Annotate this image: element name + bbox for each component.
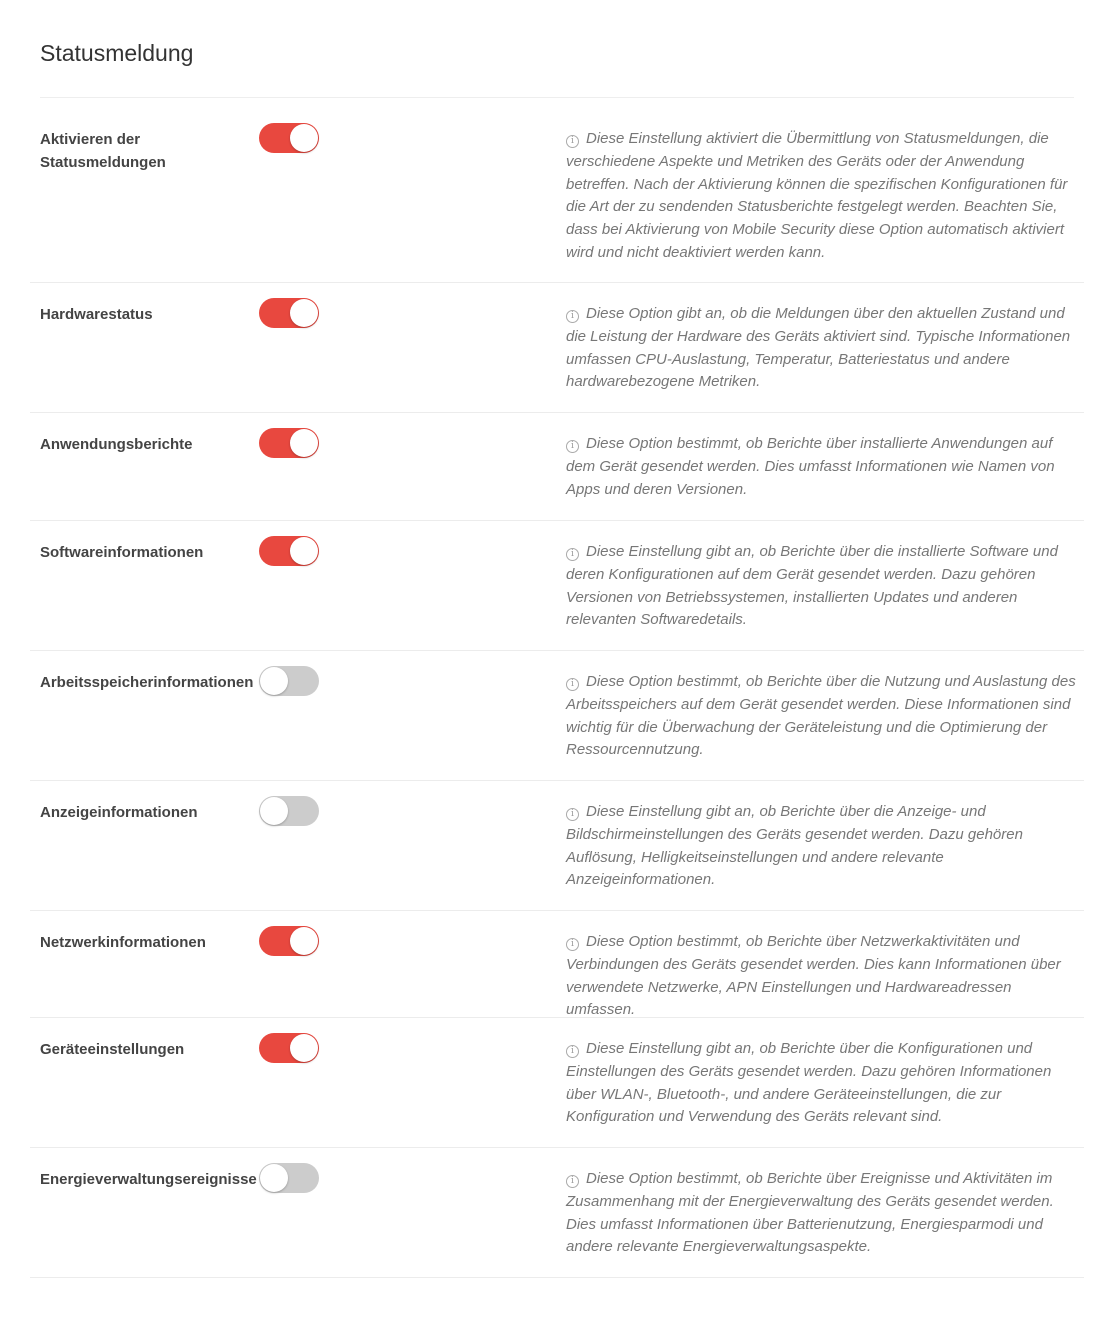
setting-label: Anzeigeinformationen xyxy=(40,804,198,821)
setting-label: Geräteeinstellungen xyxy=(40,1041,185,1058)
page-title: Statusmeldung xyxy=(40,40,194,66)
setting-label: Aktivieren der Statusmeldungen xyxy=(40,131,166,171)
toggle-knob xyxy=(260,1164,288,1192)
title-divider xyxy=(40,97,1074,98)
setting-description-text: Diese Option gibt an, ob die Meldungen über den aktuellen Zustand und die Leistung der Hardware des Geräts aktiviert sind. Typische Informationen umfassen CPU-Auslastung, Temperatur, Batteriestatus und andere hardwarebezogene Metriken. xyxy=(566,305,1071,391)
info-icon: i xyxy=(566,310,579,323)
setting-description-text: Diese Einstellung gibt an, ob Berichte über die Anzeige- und Bildschirmeinstellungen des Geräts gesendet werden. Dazu gehören Auflösung, Helligkeitseinstellungen und andere relevante Anzeigeinformationen. xyxy=(566,803,1023,889)
setting-description-text: Diese Option bestimmt, ob Berichte über Netzwerkaktivitäten und Verbindungen des Geräts gesendet werden. Dies kann Informationen über verwendete Netzwerke, APN Einstellungen und Hardwareadressen umfassen. xyxy=(566,933,1061,1019)
setting-row-device-settings xyxy=(30,1018,1084,1148)
setting-row-hardware-status xyxy=(30,283,1084,413)
toggle-knob xyxy=(290,927,318,955)
toggle-knob xyxy=(290,299,318,327)
setting-row-display-info xyxy=(30,781,1084,911)
display-info-toggle[interactable] xyxy=(259,796,319,826)
setting-description xyxy=(566,541,1078,632)
toggle-knob xyxy=(290,537,318,565)
setting-description-text: Diese Option bestimmt, ob Berichte über Ereignisse und Aktivitäten im Zusammenhang mit der Energieverwaltung des Geräts gesendet werden. Dies umfasst Informationen über Batterienutzung, Energiesparmodi und andere relevante Energieverwaltungsaspekte. xyxy=(566,1170,1054,1256)
setting-row-power-events xyxy=(30,1148,1084,1278)
info-icon: i xyxy=(566,938,579,951)
setting-label: Hardwarestatus xyxy=(40,306,153,323)
toggle-knob xyxy=(290,124,318,152)
setting-label: Softwareinformationen xyxy=(40,544,204,561)
memory-info-toggle[interactable] xyxy=(259,666,319,696)
info-icon: i xyxy=(566,678,579,691)
setting-description xyxy=(566,801,1078,892)
settings-list xyxy=(30,108,1084,1278)
setting-description-text: Diese Einstellung gibt an, ob Berichte über die Konfigurationen und Einstellungen des Geräts gesendet werden. Dazu gehören Informationen über WLAN-, Bluetooth-, und andere Geräteeinstellungen, die zur Konfiguration und Verwendung des Geräts relevant sind. xyxy=(566,1040,1052,1126)
setting-label: Arbeitsspeicherinformationen xyxy=(40,674,254,691)
setting-description-text: Diese Option bestimmt, ob Berichte über die Nutzung und Auslastung des Arbeitsspeichers auf dem Gerät gesendet werden. Diese Informationen sind wichtig für die Überwachung der Geräteleistung und die Optimierung der Ressourcennutzung. xyxy=(566,673,1076,759)
setting-row-software-info xyxy=(30,521,1084,651)
setting-description-text: Diese Einstellung aktiviert die Übermittlung von Statusmeldungen, die verschiedene Aspekte und Metriken des Geräts oder der Anwendung betreffen. Nach der Aktivierung können die spezifischen Konfigurationen für die Art der zu sendenden Statusberichte festgelegt werden. Beachten Sie, dass bei Aktivierung von Mobile Security diese Option automatisch aktiviert wird und nicht deaktiviert werden kann. xyxy=(566,130,1068,261)
setting-label: Energieverwaltungsereignisse xyxy=(40,1171,257,1188)
info-icon: i xyxy=(566,548,579,561)
setting-row-memory-info xyxy=(30,651,1084,781)
setting-row-status-reports xyxy=(30,108,1084,283)
setting-row-network-info xyxy=(30,911,1084,1018)
setting-description-text: Diese Option bestimmt, ob Berichte über installierte Anwendungen auf dem Gerät gesendet werden. Dies umfasst Informationen wie Namen von Apps und deren Versionen. xyxy=(566,435,1055,498)
status-reports-toggle[interactable] xyxy=(259,123,319,153)
setting-description xyxy=(566,671,1078,762)
info-icon: i xyxy=(566,1045,579,1058)
setting-label: Netzwerkinformationen xyxy=(40,934,206,951)
info-icon: i xyxy=(566,135,579,148)
setting-description xyxy=(566,128,1078,265)
setting-description xyxy=(566,1168,1078,1259)
power-events-toggle[interactable] xyxy=(259,1163,319,1193)
toggle-knob xyxy=(260,797,288,825)
setting-label: Anwendungsberichte xyxy=(40,436,193,453)
info-icon: i xyxy=(566,1175,579,1188)
info-icon: i xyxy=(566,440,579,453)
network-info-toggle[interactable] xyxy=(259,926,319,956)
setting-description xyxy=(566,931,1078,1022)
setting-description xyxy=(566,303,1078,394)
software-info-toggle[interactable] xyxy=(259,536,319,566)
toggle-knob xyxy=(260,667,288,695)
setting-description xyxy=(566,1038,1078,1129)
device-settings-toggle[interactable] xyxy=(259,1033,319,1063)
setting-description xyxy=(566,433,1078,501)
setting-row-app-reports xyxy=(30,413,1084,521)
setting-description-text: Diese Einstellung gibt an, ob Berichte über die installierte Software und deren Konfigurationen auf dem Gerät gesendet werden. Dazu gehören Versionen von Betriebssystemen, installierten Updates und anderen relevanten Softwaredetails. xyxy=(566,543,1058,629)
hardware-status-toggle[interactable] xyxy=(259,298,319,328)
toggle-knob xyxy=(290,429,318,457)
info-icon: i xyxy=(566,808,579,821)
toggle-knob xyxy=(290,1034,318,1062)
app-reports-toggle[interactable] xyxy=(259,428,319,458)
